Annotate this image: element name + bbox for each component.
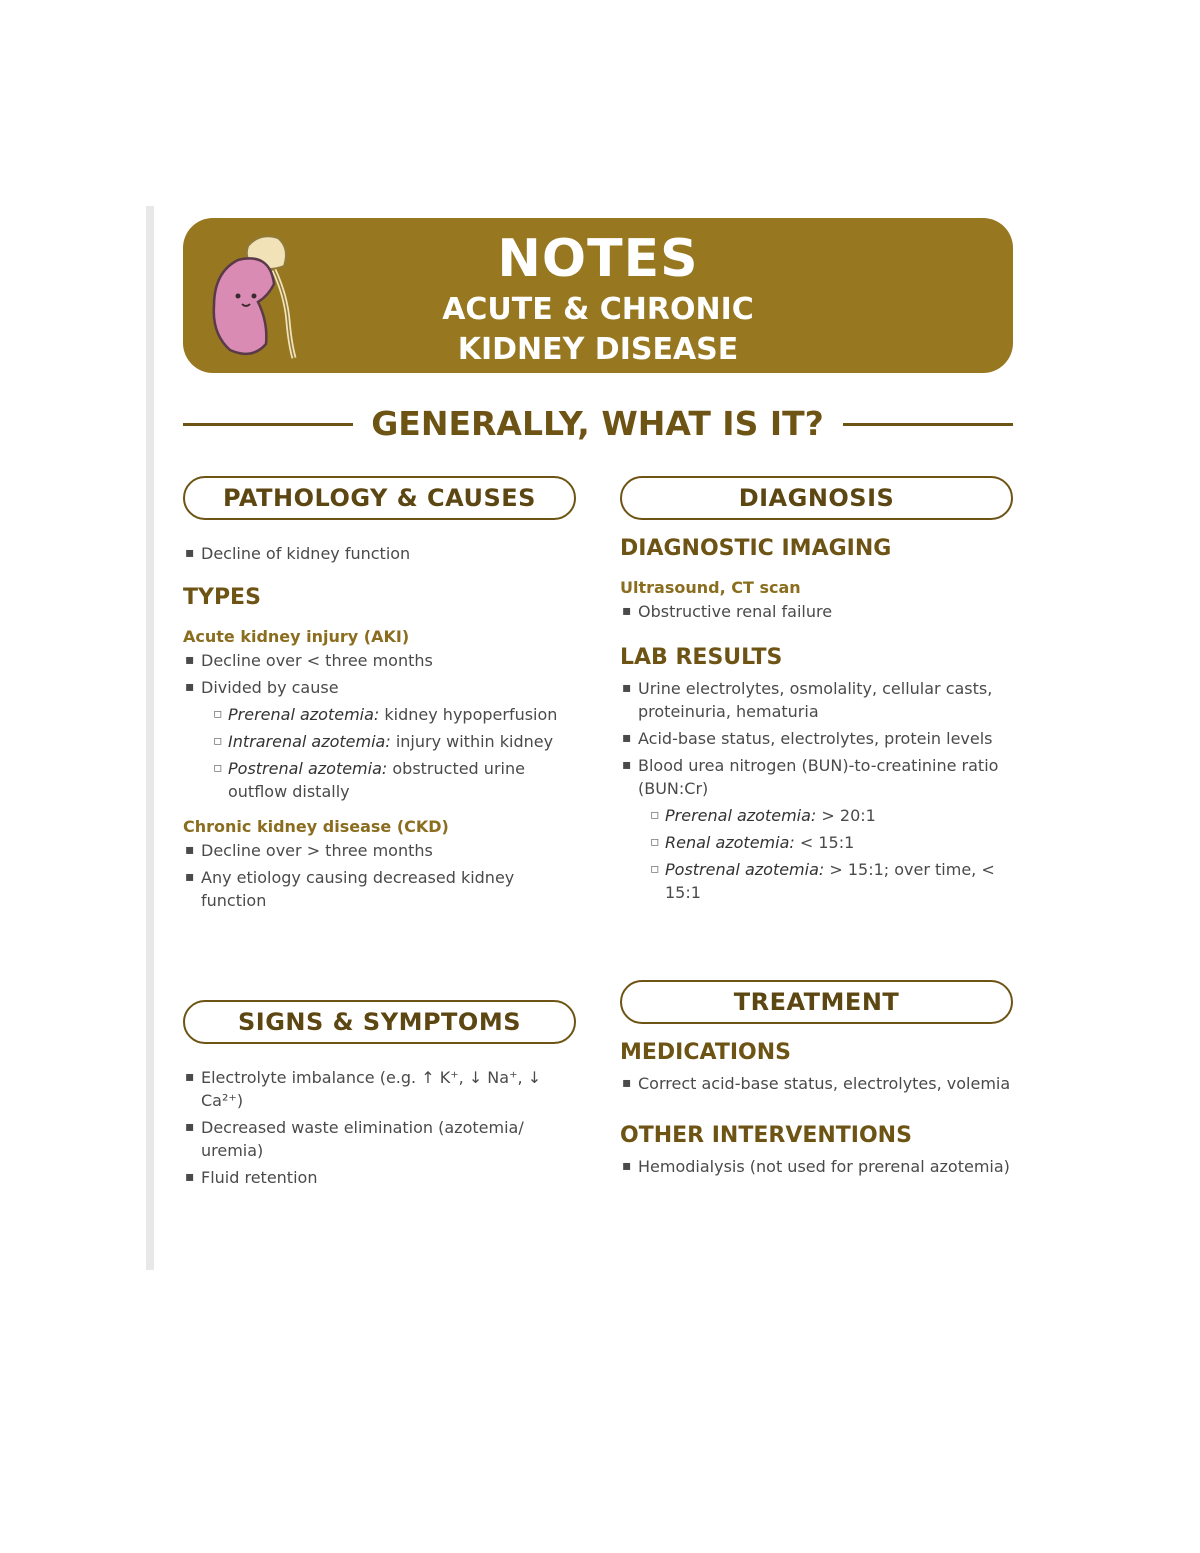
heading-rule-right	[843, 423, 1013, 426]
diagnosis-content	[620, 534, 1020, 908]
imaging-heading: DIAGNOSTIC IMAGING	[620, 536, 892, 561]
list-item: ▪ Correct acid-base status, electrolytes, volemia	[620, 1072, 1020, 1095]
pill-signs-symptoms: SIGNS & SYMPTOMS	[183, 1000, 576, 1044]
banner-subtitle-line1: ACUTE & CHRONIC	[442, 292, 754, 327]
list-item: ▪ Decreased waste elimination (azotemia/ uremia)	[183, 1116, 583, 1162]
definition: kidney hypoperfusion	[379, 705, 558, 724]
definition: injury within kidney	[390, 732, 554, 751]
lab-heading: LAB RESULTS	[620, 645, 783, 670]
list-item	[183, 757, 583, 803]
heading-rule-left	[183, 423, 353, 426]
treatment-content	[620, 1038, 1020, 1182]
list-item	[620, 804, 1020, 827]
list-item: ▪ Fluid retention	[183, 1166, 583, 1189]
imaging-subheading: Ultrasound, CT scan	[620, 578, 801, 597]
list-item: ▪ Decline over > three months	[183, 839, 583, 862]
list-item	[620, 831, 1020, 854]
signs-content	[183, 1066, 583, 1193]
medications-heading: MEDICATIONS	[620, 1040, 791, 1065]
definition: obstructed urine outflow distally	[228, 759, 525, 801]
list-item: ▪ Blood urea nitrogen (BUN)-to-creatinine ratio (BUN:Cr)	[620, 754, 1020, 800]
definition: > 20:1	[816, 806, 876, 825]
term: Postrenal azotemia:	[228, 759, 388, 778]
list-item: ▪ Obstructive renal failure	[620, 600, 1020, 623]
term: Postrenal azotemia:	[665, 860, 825, 879]
list-item: ▪ Urine electrolytes, osmolality, cellular casts, proteinuria, hematuria	[620, 677, 1020, 723]
ckd-heading: Chronic kidney disease (CKD)	[183, 817, 449, 836]
term: Renal azotemia:	[665, 833, 795, 852]
list-item: ▪ Decline over < three months	[183, 649, 583, 672]
definition: < 15:1	[794, 833, 855, 852]
list-item: ▪ Decline of kidney function	[183, 542, 583, 565]
list-item	[183, 703, 583, 726]
page-edge-bar	[146, 206, 154, 1270]
pill-diagnosis: DIAGNOSIS	[620, 476, 1013, 520]
pill-pathology-causes: PATHOLOGY & CAUSES	[183, 476, 576, 520]
title-banner	[183, 218, 1013, 373]
types-heading: TYPES	[183, 585, 261, 610]
list-item: ▪ Any etiology causing decreased kidney function	[183, 866, 583, 912]
definition: > 15:1; over time, < 15:1	[665, 860, 995, 902]
pill-treatment: TREATMENT	[620, 980, 1013, 1024]
pathology-content	[183, 542, 583, 916]
banner-title: NOTES	[497, 229, 699, 289]
section-heading: GENERALLY, WHAT IS IT?	[371, 404, 824, 443]
list-item	[183, 730, 583, 753]
term: Intrarenal azotemia:	[228, 732, 391, 751]
banner-subtitle-line2: KIDNEY DISEASE	[457, 332, 739, 367]
other-interventions-heading: OTHER INTERVENTIONS	[620, 1123, 912, 1148]
list-item: ▪ Divided by cause	[183, 676, 583, 699]
term: Prerenal azotemia:	[665, 806, 817, 825]
list-item: ▪ Hemodialysis (not used for prerenal azotemia)	[620, 1155, 1020, 1178]
list-item: ▪ Acid-base status, electrolytes, protein levels	[620, 727, 1020, 750]
list-item	[620, 858, 1020, 904]
aki-heading: Acute kidney injury (AKI)	[183, 627, 410, 646]
list-item: ▪ Electrolyte imbalance (e.g. ↑ K⁺, ↓ Na⁺, ↓ Ca²⁺)	[183, 1066, 583, 1112]
term: Prerenal azotemia:	[228, 705, 380, 724]
